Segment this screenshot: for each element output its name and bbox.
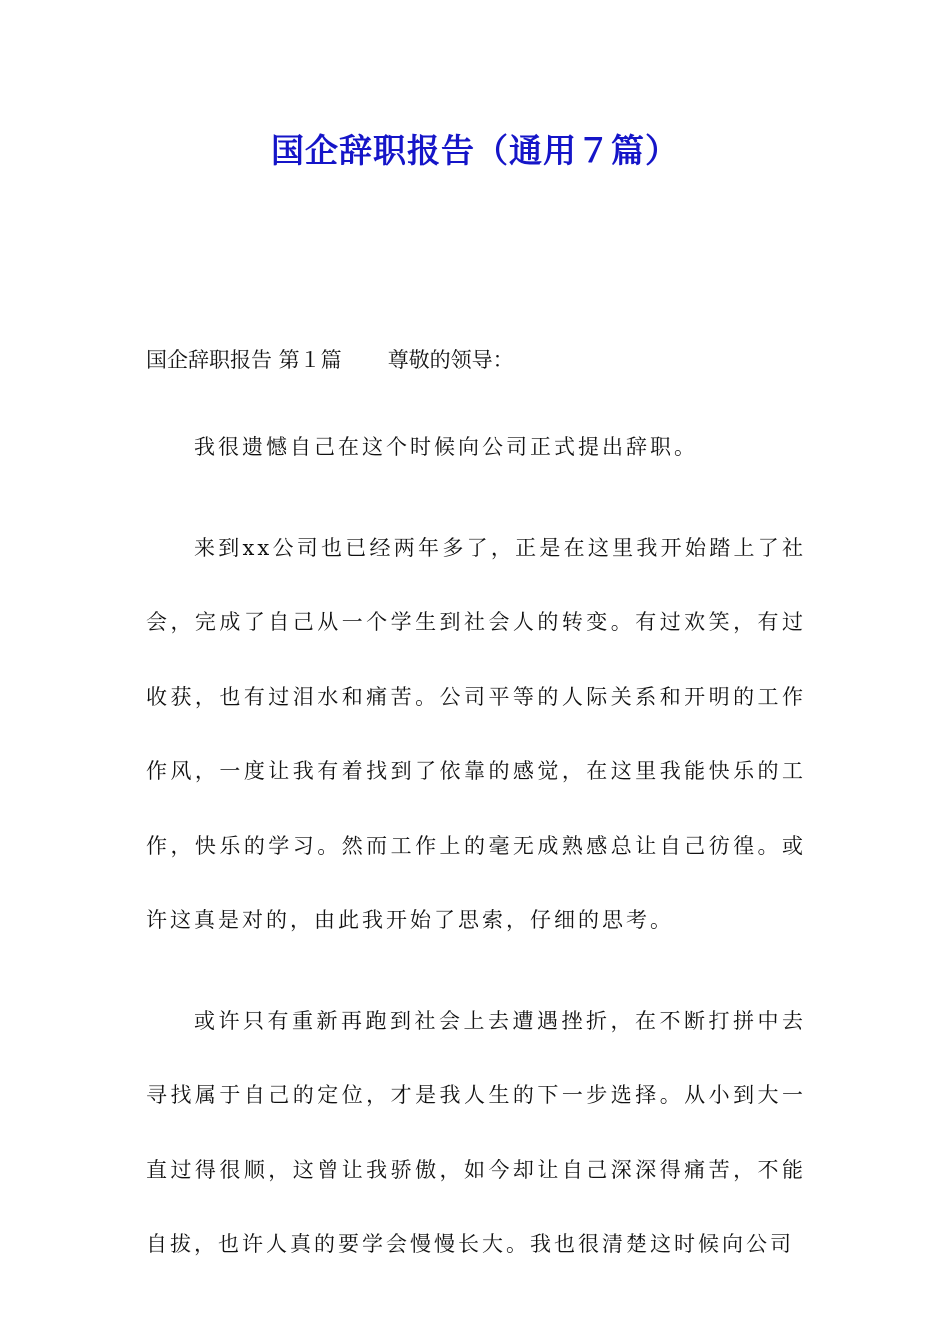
salutation: 尊敬的领导： — [387, 348, 514, 372]
paragraph-3: 或许只有重新再跑到社会上去遭遇挫折，在不断打拼中去寻找属于自己的定位，才是我人生的下一步选择。从小到大一直过得很顺，这曾让我骄傲，如今却让自己深深得痛苦，不能自拔，也许人真的要学会慢慢长大。我也很清楚这时候向公司 — [146, 1008, 806, 1256]
paragraph-2: 来到xx公司也已经两年多了，正是在这里我开始踏上了社会，完成了自己从一个学生到社会人的转变。有过欢笑，有过收获，也有过泪水和痛苦。公司平等的人际关系和开明的工作作风，一度让我有着找到了依靠的感觉，在这里我能快乐的工作，快乐的学习。然而工作上的毫无成熟感总让自己彷徨。或许这真是对的，由此我开始了思索，仔细的思考。 — [146, 535, 806, 932]
section-label: 国企辞职报告 第１篇 — [146, 348, 342, 372]
document-title: 国企辞职报告（通用７篇） — [271, 131, 679, 170]
section-heading-line — [146, 336, 806, 384]
document-body — [146, 336, 806, 1282]
paragraph-1: 我很遗憾自己在这个时候向公司正式提出辞职。 — [194, 435, 698, 459]
